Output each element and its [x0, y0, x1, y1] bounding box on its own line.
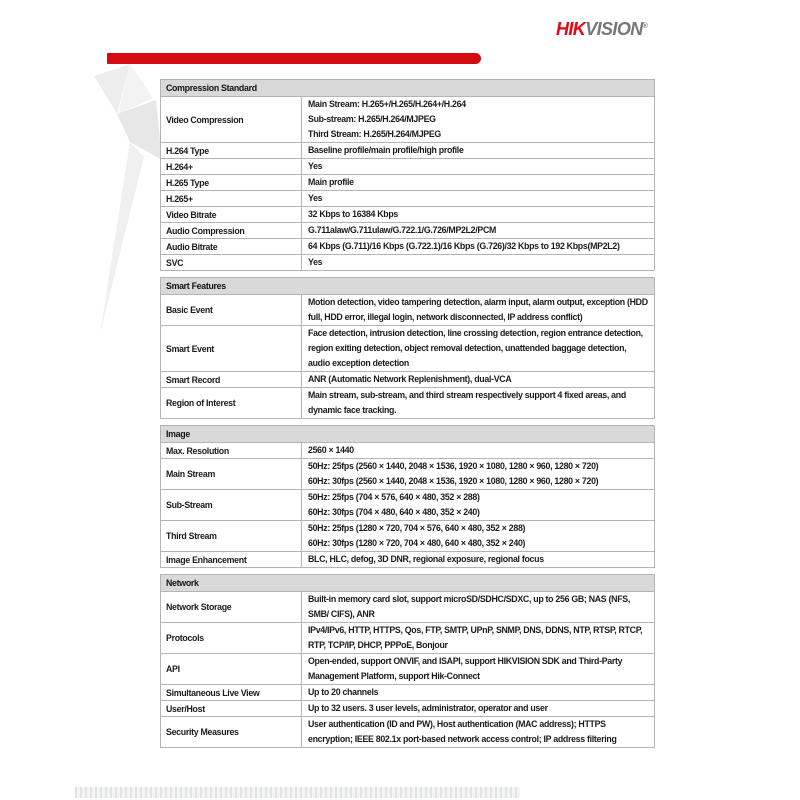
row-value: [302, 521, 654, 551]
row-label: Simultaneous Live View: [161, 685, 302, 700]
spec-row: [161, 97, 654, 142]
row-label: Audio Bitrate: [161, 239, 302, 254]
section-title: Network: [161, 575, 654, 592]
spec-row: [161, 371, 654, 387]
row-label: Image Enhancement: [161, 552, 302, 567]
value-line: 50Hz: 25fps (704 × 576, 640 × 480, 352 × 288): [308, 492, 480, 502]
row-label: User/Host: [161, 701, 302, 716]
row-value: [302, 97, 654, 142]
row-label: Smart Event: [161, 326, 302, 371]
spec-row: [161, 174, 654, 190]
row-label: Main Stream: [161, 459, 302, 489]
row-value: [302, 239, 654, 254]
row-value: Built-in memory card slot, support microSD/SDHC/SDXC, up to 256 GB; NAS (NFS, SMB/ CIFS), ANR: [308, 594, 630, 619]
row-label: Video Bitrate: [161, 207, 302, 222]
row-label: H.264+: [161, 159, 302, 174]
value-line: Baseline profile/main profile/high profile: [308, 145, 464, 155]
value-line: 32 Kbps to 16384 Kbps: [308, 209, 399, 219]
spec-row: [161, 653, 654, 684]
spec-row: [161, 622, 654, 653]
bottom-strip: [75, 787, 520, 798]
section-title: Compression Standard: [161, 80, 654, 97]
registered-mark-icon: ®: [642, 23, 648, 30]
row-value: [302, 207, 654, 222]
spec-row: [161, 489, 654, 520]
value-line: Yes: [308, 193, 323, 203]
row-label: H.264 Type: [161, 143, 302, 158]
spec-section: [160, 79, 655, 271]
row-value: [302, 552, 654, 567]
spec-section: [160, 574, 655, 748]
spec-row: [161, 700, 654, 716]
spec-row: [161, 592, 654, 622]
value-line: Yes: [308, 257, 323, 267]
row-label: H.265+: [161, 191, 302, 206]
spec-row: [161, 684, 654, 700]
value-line: Up to 32 users. 3 user levels, administrator, operator and user: [308, 703, 548, 713]
hikvision-logo: [556, 19, 647, 40]
row-value: User authentication (ID and PW), Host authentication (MAC address); HTTPS encryption; IEEE 802.1x port-based network access control; IP address filtering: [308, 719, 617, 744]
row-label: Video Compression: [161, 97, 302, 142]
row-value: [302, 701, 654, 716]
value-line: Third Stream: H.265/H.264/MJPEG: [308, 129, 441, 139]
spec-row: [161, 551, 654, 567]
row-value: [302, 255, 654, 270]
row-label: Network Storage: [161, 592, 302, 622]
spec-section: [160, 277, 655, 419]
row-value: [302, 223, 654, 238]
spec-row: [161, 443, 654, 458]
spec-row: [161, 222, 654, 238]
spec-row: [161, 295, 654, 325]
row-value: [302, 459, 654, 489]
value-line: ANR (Automatic Network Replenishment), dual-VCA: [308, 374, 512, 384]
value-line: Yes: [308, 161, 323, 171]
value-line: 60Hz: 30fps (704 × 480, 640 × 480, 352 × 240): [308, 507, 480, 517]
row-label: SVC: [161, 255, 302, 270]
row-value: Face detection, intrusion detection, line crossing detection, region entrance detection, region exiting detection, object removal detection, unattended baggage detection, audio exception detection: [308, 328, 643, 368]
row-label: Third Stream: [161, 521, 302, 551]
spec-row: [161, 142, 654, 158]
value-line: 64 Kbps (G.711)/16 Kbps (G.722.1)/16 Kbps (G.726)/32 Kbps to 192 Kbps(MP2L2): [308, 241, 620, 251]
value-line: Up to 20 channels: [308, 687, 379, 697]
spec-row: [161, 206, 654, 222]
spec-table: [160, 79, 655, 754]
row-value: Main stream, sub-stream, and third stream respectively support 4 fixed areas, and dynamic face tracking.: [308, 390, 626, 415]
value-line: Main profile: [308, 177, 354, 187]
section-title: Smart Features: [161, 278, 654, 295]
row-label: Max. Resolution: [161, 443, 302, 458]
spec-row: [161, 325, 654, 371]
value-line: 50Hz: 25fps (1280 × 720, 704 × 576, 640 × 480, 352 × 288): [308, 523, 526, 533]
row-label: Protocols: [161, 623, 302, 653]
spec-section: [160, 425, 655, 568]
spec-row: [161, 716, 654, 747]
spec-row: [161, 458, 654, 489]
section-title: Image: [161, 426, 654, 443]
spec-row: [161, 238, 654, 254]
value-line: G.711alaw/G.711ulaw/G.722.1/G.726/MP2L2/PCM: [308, 225, 497, 235]
row-label: Region of Interest: [161, 388, 302, 418]
value-line: BLC, HLC, defog, 3D DNR, regional exposure, regional focus: [308, 554, 544, 564]
row-value: [302, 175, 654, 190]
row-label: Basic Event: [161, 295, 302, 325]
row-value: [302, 685, 654, 700]
logo-hik: HIK: [556, 19, 586, 39]
row-value: [302, 191, 654, 206]
row-value: [302, 159, 654, 174]
spec-row: [161, 520, 654, 551]
row-value: Open-ended, support ONVIF, and ISAPI, support HIKVISION SDK and Third-Party Management Platform, support Hik-Connect: [308, 656, 623, 681]
spec-row: [161, 387, 654, 418]
row-value: [302, 143, 654, 158]
row-label: Security Measures: [161, 717, 302, 747]
row-value: Motion detection, video tampering detection, alarm input, alarm output, exception (HDD full, HDD error, illegal login, network disconnected, IP address conflict): [308, 297, 648, 322]
value-line: 60Hz: 30fps (1280 × 720, 704 × 480, 640 × 480, 352 × 240): [308, 538, 526, 548]
row-label: H.265 Type: [161, 175, 302, 190]
value-line: Sub-stream: H.265/H.264/MJPEG: [308, 114, 436, 124]
logo-vision: VISION: [585, 19, 643, 39]
value-line: 50Hz: 25fps (2560 × 1440, 2048 × 1536, 1920 × 1080, 1280 × 960, 1280 × 720): [308, 461, 599, 471]
value-line: 60Hz: 30fps (2560 × 1440, 2048 × 1536, 1920 × 1080, 1280 × 960, 1280 × 720): [308, 476, 599, 486]
row-label: Sub-Stream: [161, 490, 302, 520]
row-value: IPv4/IPv6, HTTP, HTTPS, Qos, FTP, SMTP, UPnP, SNMP, DNS, DDNS, NTP, RTSP, RTCP, RTP, TCP/IP, DHCP, PPPoE, Bonjour: [308, 625, 643, 650]
row-label: API: [161, 654, 302, 684]
value-line: Main Stream: H.265+/H.265/H.264+/H.264: [308, 99, 466, 109]
row-value: [302, 372, 654, 387]
watermark-star-graphic: [90, 62, 168, 347]
row-value: [302, 443, 654, 458]
row-label: Audio Compression: [161, 223, 302, 238]
spec-row: [161, 158, 654, 174]
spec-row: [161, 190, 654, 206]
row-value: [302, 490, 654, 520]
spec-row: [161, 254, 654, 270]
row-label: Smart Record: [161, 372, 302, 387]
value-line: 2560 × 1440: [308, 445, 354, 455]
